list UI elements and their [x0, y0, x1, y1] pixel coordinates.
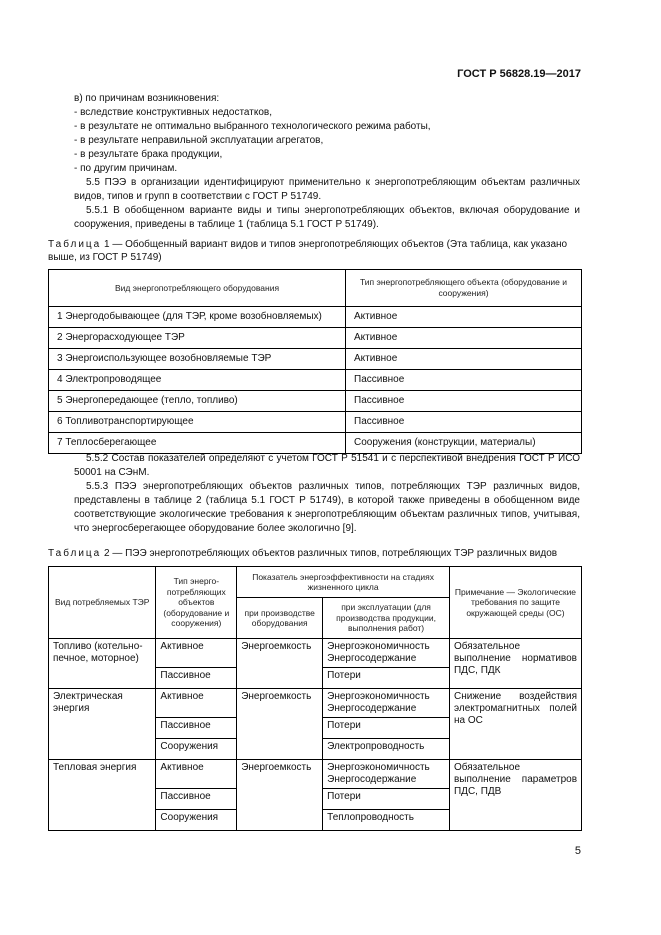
table2-cell-exploitation: Потери	[323, 668, 450, 689]
table1-cell: Пассивное	[346, 412, 582, 433]
table2-cell-note: Обязательное выполнение нормативов ПДС, ПДК	[449, 639, 581, 689]
document-header: ГОСТ Р 56828.19—2017	[457, 68, 581, 80]
table1-cell: 5 Энергопередающее (тепло, топливо)	[49, 391, 346, 412]
table2-header-type: Тип энерго-потребляющих объектов (оборудование и сооружения)	[156, 567, 237, 639]
table-row	[49, 433, 582, 454]
table1-header-kind: Вид энергопотребляющего оборудования	[49, 270, 346, 307]
table2-cell-kind: Электрическая энергия	[49, 689, 156, 760]
table2-cell-exploitation	[323, 689, 450, 718]
table2-caption	[48, 547, 582, 560]
table2-cell-exploitation: Электропроводность	[323, 739, 450, 760]
list-item: - вследствие конструктивных недостатков,	[74, 107, 272, 118]
table2-cell-type: Пассивное	[156, 789, 237, 810]
table2-header-indicator: Показатель энергоэффективности на стадиях жизненного цикла	[237, 567, 450, 598]
table2-cell-type: Пассивное	[156, 668, 237, 689]
table2-cell-type: Активное	[156, 639, 237, 668]
table2-cell-exploitation-line1: Энергоэкономичность	[327, 641, 430, 652]
page-number: 5	[574, 845, 581, 857]
table1-cell: Сооружения (конструкции, материалы)	[346, 433, 582, 454]
table2-cell-exploitation-line2: Энергосодержание	[327, 774, 417, 785]
table1-cell: Активное	[346, 349, 582, 370]
table2-caption-text: 2 — ПЭЭ энергопотребляющих объектов различных типов, потребляющих ТЭР различных видов	[101, 548, 558, 559]
table2-cell-exploitation: Теплопроводность	[323, 810, 450, 831]
table-row	[49, 412, 582, 433]
table-row	[49, 370, 582, 391]
table-header-row	[49, 567, 582, 598]
paragraph-5-5: 5.5 ПЭЭ в организации идентифицируют применительно к энергопотребляющим объектам различных видов, типов и групп в соответствии с ГОСТ Р 51749.	[74, 177, 580, 202]
table-row	[49, 328, 582, 349]
table1-header-type: Тип энергопотребляющего объекта (оборудование и сооружения)	[346, 270, 582, 307]
table-row	[49, 349, 582, 370]
list-item: - в результате не оптимально выбранного технологического режима работы,	[74, 121, 431, 132]
table2-cell-type: Активное	[156, 689, 237, 718]
table2-cell-note: Снижение воздействия электромагнитных полей на ОС	[449, 689, 581, 760]
table2-cell-production: Энергоемкость	[237, 639, 323, 689]
paragraph-5-5-2: 5.5.2 Состав показателей определяют с учетом ГОСТ Р 51541 и с перспективой внедрения ГОСТ Р ИСО 50001 на СЭнМ.	[74, 453, 580, 478]
body-text-top	[74, 92, 580, 232]
table-2	[48, 566, 582, 831]
table2-cell-type: Сооружения	[156, 810, 237, 831]
table2-cell-type: Сооружения	[156, 739, 237, 760]
table1-caption	[48, 238, 582, 264]
list-item: - в результате неправильной эксплуатации агрегатов,	[74, 135, 324, 146]
table1-cell: 1 Энергодобывающее (для ТЭР, кроме возобновляемых)	[49, 307, 346, 328]
table2-cell-exploitation-line1: Энергоэкономичность	[327, 762, 430, 773]
table2-cell-type: Пассивное	[156, 718, 237, 739]
table1-cell: Пассивное	[346, 391, 582, 412]
table1-caption-text: 1 — Обобщенный вариант видов и типов энергопотребляющих объектов (Эта таблица, как указано выше, из ГОСТ Р 51749)	[48, 239, 568, 263]
paragraph-5-5-1: 5.5.1 В обобщенном варианте виды и типы энергопотребляющих объектов, включая оборудование и сооружения, приведены в таблице 1 (таблица 5.1 ГОСТ Р 51749).	[74, 205, 580, 230]
table1-cell: Активное	[346, 307, 582, 328]
table1-cell: 3 Энергоиспользующее возобновляемые ТЭР	[49, 349, 346, 370]
table-1	[48, 269, 582, 454]
table2-cell-exploitation	[323, 639, 450, 668]
table1-cell: 7 Теплосберегающее	[49, 433, 346, 454]
table2-cell-exploitation	[323, 760, 450, 789]
table1-cell: 6 Топливотранспортирующее	[49, 412, 346, 433]
table-row	[49, 307, 582, 328]
table2-caption-label: Таблица	[48, 548, 102, 559]
table2-header-exploitation: при эксплуатации (для производства продукции, выполнения работ)	[323, 598, 450, 639]
body-text-middle	[74, 452, 580, 536]
table2-cell-kind: Топливо (котельно-печное, моторное)	[49, 639, 156, 689]
paragraph-5-5-3: 5.5.3 ПЭЭ энергопотребляющих объектов различных типов, потребляющих ТЭР различных видов, представлены в таблице 2 (таблица 5.1 ГОСТ Р 51749), в которой также приведены в обобщенном виде соответствующие экологические требования к энергопотребляющим объектам различных типов, учитывая, что энергосберегающее оборудование более экологично [9].	[74, 481, 580, 534]
table2-cell-production: Энергоемкость	[237, 689, 323, 760]
list-item: - в результате брака продукции,	[74, 149, 223, 160]
table2-cell-note: Обязательное выполнение параметров ПДС, ПДВ	[449, 760, 581, 831]
table2-cell-exploitation: Потери	[323, 789, 450, 810]
table1-cell: Активное	[346, 328, 582, 349]
table2-cell-production: Энергоемкость	[237, 760, 323, 831]
table2-cell-exploitation-line2: Энергосодержание	[327, 703, 417, 714]
table2-header-note: Примечание — Экологические требования по защите окружающей среды (ОС)	[449, 567, 581, 639]
table-row	[49, 760, 582, 789]
table2-cell-exploitation-line2: Энергосодержание	[327, 653, 417, 664]
table2-cell-type: Активное	[156, 760, 237, 789]
table1-cell: 4 Электропроводящее	[49, 370, 346, 391]
table-row	[49, 639, 582, 668]
table-row	[49, 689, 582, 718]
list-item: - по другим причинам.	[74, 163, 178, 174]
table2-header-kind: Вид потребляемых ТЭР	[49, 567, 156, 639]
list-intro: в) по причинам возникновения:	[74, 93, 220, 104]
table1-caption-label: Таблица	[48, 239, 102, 250]
table1-cell: Пассивное	[346, 370, 582, 391]
table2-header-production: при производстве оборудования	[237, 598, 323, 639]
table-row	[49, 391, 582, 412]
table2-cell-exploitation-line1: Энергоэкономичность	[327, 691, 430, 702]
table1-cell: 2 Энергорасходующее ТЭР	[49, 328, 346, 349]
table2-cell-exploitation: Потери	[323, 718, 450, 739]
table-header-row	[49, 270, 582, 307]
table2-cell-kind: Тепловая энергия	[49, 760, 156, 831]
